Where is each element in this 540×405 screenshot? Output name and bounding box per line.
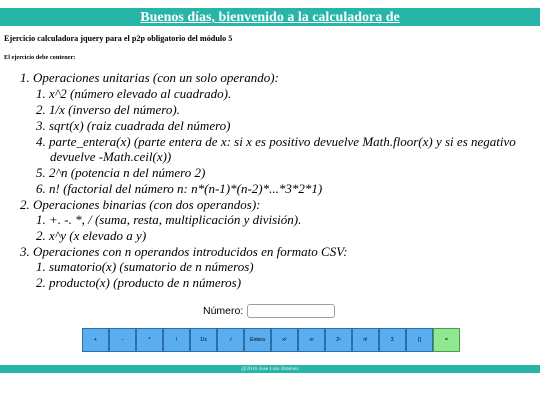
square-button[interactable]: x² (271, 328, 298, 352)
power-of-two-button[interactable]: 2ⁿ (325, 328, 352, 352)
list-item: 6. n! (factorial del número n: n*(n-1)*(n-2)*...*3*2*1) (36, 181, 323, 196)
power-button[interactable]: xʸ (298, 328, 325, 352)
page-header (0, 8, 540, 26)
requirements-heading: El ejercicio debe contener: (4, 54, 76, 61)
factorial-button[interactable]: n! (352, 328, 379, 352)
sqrt-button[interactable]: √ (217, 328, 244, 352)
list-item: 1. Operaciones unitarias (con un solo operando): (20, 70, 279, 85)
list-item-continuation: devuelve -Math.ceil(x)) (50, 149, 172, 164)
list-item: 2. Operaciones binarias (con dos operandos): (20, 197, 261, 212)
list-item: 5. 2^n (potencia n del número 2) (36, 165, 206, 180)
list-item: 2. x^y (x elevado a y) (36, 228, 147, 243)
numero-input[interactable] (247, 304, 335, 318)
page-footer (0, 365, 540, 373)
subtract-button[interactable]: - (109, 328, 136, 352)
list-item: 1. sumatorio(x) (sumatorio de n números) (36, 259, 254, 274)
add-button[interactable]: + (82, 328, 109, 352)
list-item: 2. producto(x) (producto de n números) (36, 275, 242, 290)
divide-button[interactable]: / (163, 328, 190, 352)
integer-part-button[interactable]: Entera (244, 328, 271, 352)
list-item: 3. Operaciones con n operandos introducidos en formato CSV: (20, 244, 348, 259)
equals-button[interactable]: = (433, 328, 460, 352)
list-item: 2. 1/x (inverso del número). (36, 102, 180, 117)
list-item: 1. +. -. *, / (suma, resta, multiplicación y división). (36, 212, 302, 227)
product-button[interactable]: ∏ (406, 328, 433, 352)
list-item: 3. sqrt(x) (raiz cuadrada del número) (36, 118, 231, 133)
page-title: Buenos días, bienvenido a la calculadora de (140, 10, 400, 25)
exercise-subtitle: Ejercicio calculadora jquery para el p2p obligatorio del módulo 5 (4, 34, 233, 43)
inverse-button[interactable]: 1/x (190, 328, 217, 352)
copyright-text: @2016 Jose Luis Jiménez (241, 366, 299, 372)
multiply-button[interactable]: * (136, 328, 163, 352)
sum-button[interactable]: Σ (379, 328, 406, 352)
list-item: 1. x^2 (número elevado al cuadrado). (36, 86, 232, 101)
numero-label: Número: (203, 305, 244, 317)
list-item: 4. parte_entera(x) (parte entera de x: si x es positivo devuelve Math.floor(x) y si es negativo (36, 134, 516, 149)
